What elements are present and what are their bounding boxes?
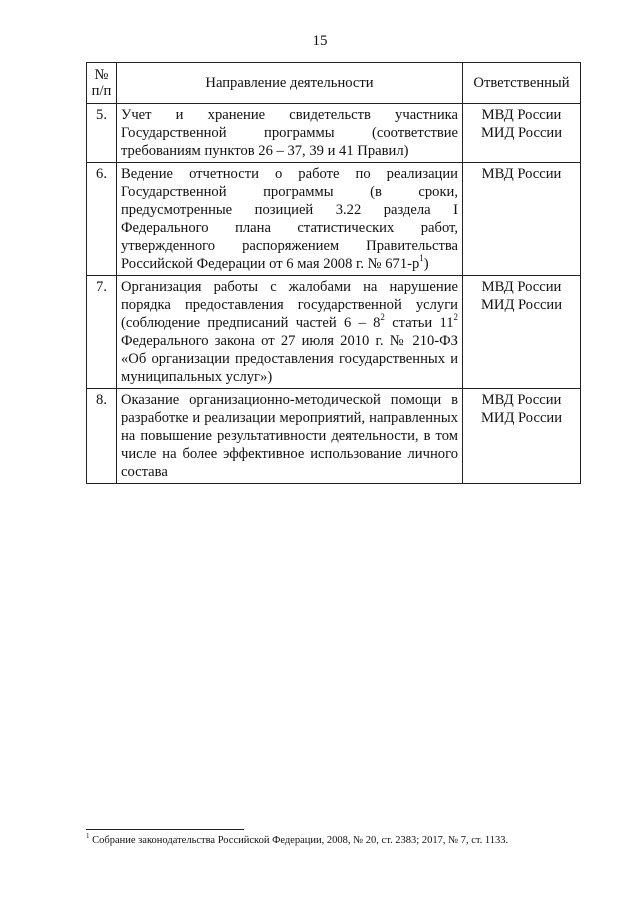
responsible-agency: МВД России [481, 279, 562, 295]
header-responsible: Ответственный [463, 63, 581, 104]
responsible-agency: МИД России [480, 410, 563, 426]
footnote-marker: 1 [86, 831, 90, 840]
footnote-text: Собрание законодательства Российской Федерации, 2008, № 20, ст. 2383; 2017, № 7, ст. 1133. [89, 835, 509, 846]
row-number: 7. [87, 276, 117, 389]
responsible-agency: МИД России [480, 297, 563, 313]
footnote-reference: 1 [419, 253, 424, 264]
footnote-divider [86, 829, 244, 830]
header-direction: Направление деятельности [117, 63, 463, 104]
table-row [87, 389, 581, 484]
superscript: 2 [453, 312, 458, 323]
page-number: 15 [312, 33, 328, 49]
responsible-agency: МВД России [481, 166, 562, 182]
table-row [87, 163, 581, 276]
activity-table [86, 62, 581, 484]
table-header-row [87, 63, 581, 104]
table-row [87, 104, 581, 163]
table-row [87, 276, 581, 389]
row-number: 5. [87, 104, 117, 163]
row-responsible [463, 104, 581, 163]
responsible-agency: МИД России [480, 125, 563, 141]
direction-text: Организация работы с жалобами на нарушение порядка предоставления государственной услуги (соблюдение предписаний частей 6 – 8 [121, 279, 458, 331]
header-number-abbr: п/п [91, 83, 112, 99]
responsible-agency: МВД России [481, 392, 562, 408]
row-responsible [463, 276, 581, 389]
row-direction: Учет и хранение свидетельств участника Государственной программы (соответствие требованиям пунктов 26 – 37, 39 и 41 Правил) [117, 104, 463, 163]
header-number-symbol: № [94, 67, 109, 83]
footnote [86, 831, 586, 846]
direction-text: Федерального закона от 27 июля 2010 г. № 210-ФЗ «Об организации предоставления государственных и муниципальных услуг») [121, 333, 458, 385]
responsible-agency: МВД России [481, 107, 562, 123]
row-number: 8. [87, 389, 117, 484]
row-direction: Оказание организационно-методической помощи в разработке и реализации мероприятий, направленных на повышение результативности деятельности, в том числе на более эффективное использование личного состава [117, 389, 463, 484]
direction-text: статьи 11 [384, 315, 454, 331]
superscript: 2 [380, 312, 385, 323]
direction-text: Ведение отчетности о работе по реализации Государственной программы (в сроки, предусмотренные позицией 3.22 раздела I Федерального плана статистических работ, утвержденного распоряжением Правительства Российской Федерации от 6 мая 2008 г. № 671-р [121, 166, 458, 272]
row-responsible [463, 389, 581, 484]
row-direction [117, 163, 463, 276]
row-direction [117, 276, 463, 389]
direction-text-end: ) [423, 256, 429, 272]
row-responsible [463, 163, 581, 276]
header-number [87, 63, 117, 104]
row-number: 6. [87, 163, 117, 276]
